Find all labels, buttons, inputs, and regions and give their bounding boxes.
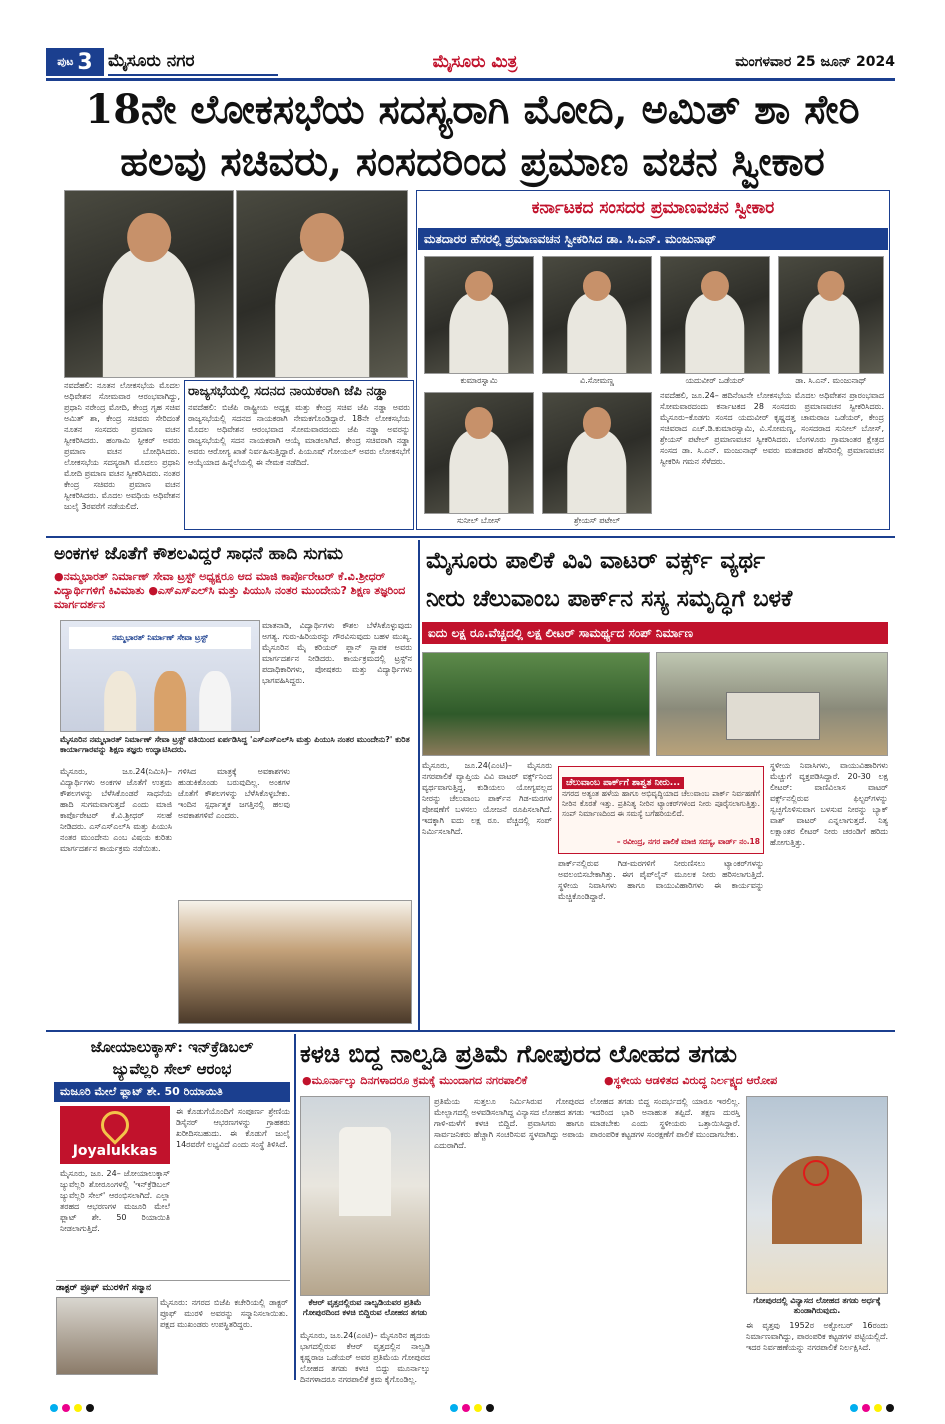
photo-skills-audience (178, 900, 412, 1024)
color-registration-left (50, 1404, 94, 1412)
color-registration-right (850, 1404, 894, 1412)
photo-shreyas-patel (542, 392, 652, 514)
lead-headline-line1: 18ನೇ ಲೋಕಸಭೆಯ ಸದಸ್ಯರಾಗಿ ಮೋದಿ, ಅಮಿತ್ ಶಾ ಸೇರಿ (85, 86, 860, 133)
gopura-caption-right: ಗೋಪುರದಲ್ಲಿ ವಿನ್ಯಾಸದ ಲೋಹದ ತಗಡು ಅರ್ಧಕ್ಕೆ ತುಂಡಾಗಿರುವುದು. (753, 1296, 881, 1315)
photo-somanna (542, 256, 652, 374)
skills-caption: ಮೈಸೂರಿನ ನಮ್ಮಭಾರತ್ ನಿರ್ಮಾಣ್ ಸೇವಾ ಟ್ರಸ್ಟ್ ವತಿಯಿಂದ ಏರ್ಪಡಿಸಿದ್ದ 'ಎಸ್‌ಎಸ್‌ಎಲ್‌ಸಿ ಮತ್ತು ಪಿಯುಸಿ ನಂತರ ಮುಂದೇನು?' ಕುರಿತ ಕಾರ್ಯಾಗಾರವನ್ನು ಶಿಕ್ಷಣ ತಜ್ಞರು ಉದ್ಘಾಟಿಸಿದರು. (60, 735, 410, 754)
mini-story-title: ಡಾಕ್ಟರ್ ಪ್ರೂಫ್ ಮುರಳಿಗೆ ಸನ್ಮಾನ (56, 1283, 151, 1293)
joyalukkas-headline-line2: ಜ್ಯುವೆಲ್ಲರಿ ಸೇಲ್ ಆರಂಭ (112, 1060, 232, 1078)
caption-somanna: ವಿ.ಸೋಮಣ್ಣ (579, 376, 615, 385)
gopura-text-1: ಮೈಸೂರು, ಜೂ.24(ಎಂಟಿ)– ಮೈಸೂರಿನ ಹೃದಯ ಭಾಗದಲ್ಲಿರುವ ಕೆಆರ್ ವೃತ್ತದಲ್ಲಿನ ನಾಲ್ವಡಿ ಕೃಷ್ಣರಾಜ ಒಡೆಯರ್ ಅವರ ಪ್ರತಿಮೆಯ ಗೋಪುರದ ಲೋಹದ ತಗಡು ಕಳಚಿ ಬಿದ್ದು ಮೂರ್ನಾಲ್ಕು ದಿನಗಳಾದರೂ ನಗರಪಾಲಿಕೆ ಕ್ರಮ ಕೈಗೊಂಡಿಲ್ಲ. (300, 1331, 430, 1384)
joyalukkas-bar: ಮಜೂರಿ ಮೇಲೆ ಫ್ಲಾಟ್ ಶೇ. 50 ರಿಯಾಯಿತಿ (54, 1082, 290, 1102)
photo-sunil-bose (424, 392, 534, 514)
skills-headline: ಅಂಕಗಳ ಜೊತೆಗೆ ಕೌಶಲವಿದ್ದರೆ ಸಾಧನೆ ಹಾದಿ ಸುಗಮ (54, 544, 344, 564)
column-divider (418, 540, 420, 1030)
skills-subheads: ●ನಮ್ಮಭಾರತ್ ನಿರ್ಮಾಣ್ ಸೇವಾ ಟ್ರಸ್ಟ್ ಅಧ್ಯಕ್ಷರೂ ಆದ ಮಾಜಿ ಕಾರ್ಪೊರೇಟರ್ ಕೆ.ವಿ.ಶ್ರೀಧರ್ ವಿದ್ಯಾರ್ಥಿಗಳಿಗೆ ಕಿವಿಮಾತು ●ಎಸ್‌ಎಸ್‌ಎಲ್‌ಸಿ ಮತ್ತು ಪಿಯುಸಿ ನಂತರ ಮುಂದೇನು? ಶಿಕ್ಷಣ ತಜ್ಞರಿಂದ ಮಾರ್ಗದರ್ಶನ (54, 570, 406, 611)
photo-kumaraswamy (424, 256, 534, 374)
photo-amit-shah (236, 190, 408, 378)
karnataka-banner: ಕರ್ನಾಟಕದ ಸಂಸದರ ಪ್ರಮಾಣವಚನ ಸ್ವೀಕಾರ (531, 198, 775, 218)
quote-box-title: ಚೆಲುವಾಂಬ ಪಾರ್ಕ್‌ಗೆ ಶಾಶ್ವತ ನೀರು... (562, 777, 684, 789)
lead-headline-line2: ಹಲವು ಸಚಿವರು, ಸಂಸದರಿಂದ ಪ್ರಮಾಣ ವಚನ ಸ್ವೀಕಾರ (120, 138, 825, 185)
mini-story-text: ಮೈಸೂರು: ನಗರದ ಬಿಜೆಪಿ ಕಚೇರಿಯಲ್ಲಿ ಡಾಕ್ಟರ್ ಪ್ರೂಫ್ ಮುರಳಿ ಅವರನ್ನು ಸನ್ಮಾನಿಸಲಾಯಿತು. ಪಕ್ಷದ ಮುಖಂಡರು ಉಪಸ್ಥಿತರಿದ್ದರು. (160, 1298, 288, 1329)
header-rule (46, 78, 895, 81)
photo-skills-stage (60, 620, 260, 732)
nadda-box (184, 380, 414, 530)
section-title: ಮೈಸೂರು ನಗರ (108, 48, 278, 76)
photo-park (422, 652, 650, 756)
palike-quote-box (558, 766, 764, 854)
gopura-sub1: ●ಮೂರ್ನಾಲ್ಕು ದಿನಗಳಾದರೂ ಕ್ರಮಕ್ಕೆ ಮುಂದಾಗದ ನಗರಪಾಲಿಕೆ (302, 1074, 528, 1087)
gopura-text-2: ಪ್ರತಿಮೆಯ ಸುತ್ತಲೂ ನಿರ್ಮಿಸಿರುವ ಗೋಪುರದ ಮೇಲ್ಭಾಗದಲ್ಲಿ ಅಳವಡಿಸಲಾಗಿದ್ದ ವಿನ್ಯಾಸದ ಲೋಹದ ತಗಡು ಗಾಳಿ-ಮಳೆಗೆ ಕಳಚಿ ಬಿದ್ದಿದೆ. ಪ್ರವಾಸಿಗರು ಹಾಗೂ ಸಾರ್ವಜನಿಕರು ಹೆಚ್ಚಾಗಿ ಸಂಚರಿಸುವ ಸ್ಥಳವಾಗಿದ್ದು ಅಪಾಯ ಎದುರಾಗಿದೆ. (434, 1097, 584, 1150)
palike-text-right: ಸ್ಥಳೀಯ ನಿವಾಸಿಗಳು, ವಾಯುವಿಹಾರಿಗಳು ಮೆಚ್ಚುಗೆ ವ್ಯಕ್ತಪಡಿಸಿದ್ದಾರೆ. 20-30 ಲಕ್ಷ ಲೀಟರ್: ವಾಣಿವಿಲಾಸ ವಾಟರ್ ವರ್ಕ್ಸ್‌ನಲ್ಲಿರುವ ಫಿಲ್ಟರ್‌ಗಳನ್ನು ಸ್ವಚ್ಛಗೊಳಿಸುವಾಗ ಬಳಸುವ ನೀರನ್ನು ಬ್ಯಾಕ್ ವಾಶ್ ವಾಟರ್ ಎನ್ನಲಾಗುತ್ತದೆ. ನಿತ್ಯ ಲಕ್ಷಾಂತರ ಲೀಟರ್ ನೀರು ಚರಂಡಿಗೆ ಹರಿದು ಹೋಗುತ್ತಿತ್ತು. (770, 761, 888, 847)
photo-modi (64, 190, 234, 378)
palike-red-bar: ಐದು ಲಕ್ಷ ರೂ.ವೆಚ್ಚದಲ್ಲಿ ಲಕ್ಷ ಲೀಟರ್ ಸಾಮರ್ಥ್ಯದ ಸಂಪ್ ನಿರ್ಮಾಣ (422, 622, 888, 644)
masthead: ಮೈಸೂರು ಮಿತ್ರ (432, 52, 518, 72)
joyalukkas-text-2: ಈ ಕೊಡುಗೆಯೊಂದಿಗೆ ಸಂಪೂರ್ಣ ಶ್ರೇಣಿಯ ಡಿಸೈನರ್ ಆಭರಣಗಳನ್ನು ಗ್ರಾಹಕರು ಖರೀದಿಸಬಹುದು. ಈ ಕೊಡುಗೆ ಜುಲೈ 14ರವರೆಗೆ ಲಭ್ಯವಿದೆ ಎಂದು ಸಂಸ್ಥೆ ತಿಳಿಸಿದೆ. (176, 1107, 290, 1149)
divider (46, 536, 895, 538)
caption-sunil-bose: ಸುನೀಲ್ ಬೋಸ್ (457, 516, 501, 525)
quote-box-signature: – ರವೀಂದ್ರ, ನಗರ ಪಾಲಿಕೆ ಮಾಜಿ ಸದಸ್ಯ, ವಾರ್ಡ್ ನಂ.18 (616, 837, 760, 846)
joyalukkas-logo-icon (95, 1105, 135, 1145)
joyalukkas-headline-line1: ಜೋಯಾಲುಕ್ಕಾಸ್: ಇನ್‌ಕ್ರೆಡಿಬಲ್ (90, 1038, 254, 1056)
divider (46, 1030, 895, 1032)
gopura-sub2: ●ಸ್ಥಳೀಯ ಆಡಳಿತದ ವಿರುದ್ಧ ನಿರ್ಲಕ್ಷ್ಯದ ಆರೋಪ (604, 1074, 778, 1087)
photo-yaduveer (660, 256, 770, 374)
gopura-caption-left: ಕೆಆರ್ ವೃತ್ತದಲ್ಲಿರುವ ನಾಲ್ವಡಿಯವರ ಪ್ರತಿಮೆ ಗೋಪುರದಿಂದ ಕಳಚಿ ಬಿದ್ದಿರುವ ಲೋಹದ ತಗಡು (302, 1298, 428, 1317)
gopura-text-4: ಈ ವೃತ್ತವು 1952ರ ಅಕ್ಟೋಬರ್ 16ರಂದು ನಿರ್ಮಾಣವಾಗಿದ್ದು, ಪಾರಂಪರಿಕ ಕಟ್ಟಡಗಳ ಪಟ್ಟಿಯಲ್ಲಿದೆ. ಇದರ ನಿರ್ವಹಣೆಯನ್ನು ನಗರಪಾಲಿಕೆ ನಿರ್ಲಕ್ಷಿಸಿದೆ. (746, 1321, 888, 1352)
page-number-badge: ಪುಟ 3 (46, 48, 104, 76)
column-divider (294, 1034, 296, 1380)
quote-box-text: ನಗರದ ಅತ್ಯಂತ ಹಳೆಯ ಹಾಗೂ ಅಭಿವೃದ್ಧಿಯಾದ ಚೆಲುವಾಂಬ ಪಾರ್ಕ್ ನಿರ್ವಹಣೆಗೆ ನೀರಿನ ಕೊರತೆ ಇತ್ತು. ಪ್ರತಿನಿತ್ಯ ನೀರಿನ ಟ್ಯಾಂಕರ್‌ಗಳಿಂದ ನೀರು ಪೂರೈಸಲಾಗುತ್ತಿತ್ತು. ಸಂಪ್ ನಿರ್ಮಾಣದಿಂದ ಈ ಸಮಸ್ಯೆ ಬಗೆಹರಿಯಲಿದೆ. (562, 789, 760, 818)
palike-headline-line1: ಮೈಸೂರು ಪಾಲಿಕೆ ವಿವಿ ವಾಟರ್ ವರ್ಕ್ಸ್ ವ್ಯರ್ಥ (426, 547, 765, 574)
caption-manjunath: ಡಾ. ಸಿ.ಎನ್. ಮಂಜುನಾಥ್ (795, 376, 867, 385)
nadda-text: ನವದೆಹಲಿ: ಬಿಜೆಪಿ ರಾಷ್ಟ್ರೀಯ ಅಧ್ಯಕ್ಷ ಮತ್ತು ಕೇಂದ್ರ ಸಚಿವ ಜೆಪಿ ನಡ್ಡಾ ಅವರು ರಾಜ್ಯಸಭೆಯಲ್ಲಿ ಸದನದ ನಾಯಕರಾಗಿ ನೇಮಕಗೊಂಡಿದ್ದಾರೆ. 18ನೇ ಲೋಕಸಭೆಯ ಮೊದಲ ಅಧಿವೇಶನ ಆರಂಭವಾದ ಸೋಮವಾರದಂದು ಜೆಪಿ ನಡ್ಡಾ ಅವರನ್ನು ರಾಜ್ಯಸಭೆಯಲ್ಲಿ ಸದನ ನಾಯಕರಾಗಿ ಆಯ್ಕೆ ಮಾಡಲಾಗಿದೆ. ಕೇಂದ್ರ ಸಚಿವರಾಗಿ ನಡ್ಡಾ ಅವರು ಆರೋಗ್ಯ ಖಾತೆ ನಿರ್ವಹಿಸುತ್ತಿದ್ದಾರೆ. ಪಿಯೂಷ್ ಗೋಯಲ್ ಅವರು ಲೋಕಸಭೆಗೆ ಆಯ್ಕೆಯಾದ ಹಿನ್ನೆಲೆಯಲ್ಲಿ ಈ ನೇಮಕ ನಡೆದಿದೆ. (188, 403, 410, 467)
color-registration-center (450, 1404, 494, 1412)
joyalukkas-text-1: ಮೈಸೂರು, ಜೂ. 24– ಜೋಯಾಲುಕ್ಕಾಸ್ ಜ್ಯುವೆಲ್ಲರಿ ಶೋರೂಂಗಳಲ್ಲಿ 'ಇನ್‌ಕ್ರೆಡಿಬಲ್ ಜ್ಯುವೆಲ್ಲರಿ ಸೇಲ್' ಆರಂಭಿಸಲಾಗಿದೆ. ಎಲ್ಲಾ ತರಹದ ಆಭರಣಗಳ ಮಜೂರಿ ಮೇಲೆ ಫ್ಲಾಟ್ ಶೇ. 50 ರಿಯಾಯಿತಿ ನೀಡಲಾಗುತ್ತಿದೆ. (60, 1169, 170, 1233)
photo-gopura-dome (746, 1096, 888, 1294)
palike-headline-line2: ನೀರು ಚೆಲುವಾಂಬ ಪಾರ್ಕ್‌ನ ಸಸ್ಯ ಸಮೃದ್ಧಿಗೆ ಬಳಕೆ (426, 585, 793, 612)
stage-banner: ನಮ್ಮಭಾರತ್ ನಿರ್ಮಾಣ್ ಸೇವಾ ಟ್ರಸ್ಟ್ (69, 627, 251, 649)
lead-text-left: ನವದೆಹಲಿ: ನೂತನ ಲೋಕಸಭೆಯ ಮೊದಲ ಅಧಿವೇಶನ ಸೋಮವಾರ ಆರಂಭವಾಗಿದ್ದು, ಪ್ರಧಾನಿ ನರೇಂದ್ರ ಮೋದಿ, ಕೇಂದ್ರ ಗೃಹ ಸಚಿವ ಅಮಿತ್ ಶಾ, ಕೇಂದ್ರ ಸಚಿವರು ಸೇರಿದಂತೆ ನೂತನ ಸಂಸದರು ಪ್ರಮಾಣ ವಚನ ಸ್ವೀಕರಿಸಿದರು. ಹಂಗಾಮಿ ಸ್ಪೀಕರ್ ಅವರು ಪ್ರಮಾಣ ವಚನ ಬೋಧಿಸಿದರು. ಲೋಕಸಭೆಯ ಸದಸ್ಯರಾಗಿ ಮೊದಲು ಪ್ರಧಾನಿ ಮೋದಿ ಪ್ರಮಾಣ ವಚನ ಸ್ವೀಕರಿಸಿದರು. ನಂತರ ಕೇಂದ್ರ ಸಚಿವರು ಪ್ರಮಾಣ ವಚನ ಸ್ವೀಕರಿಸಿದರು. ಮೊದಲ ಅವಧಿಯ ಅಧಿವೇಶನ ಜುಲೈ 3ರವರೆಗೆ ನಡೆಯಲಿದೆ. (64, 381, 180, 511)
palike-text-left: ಮೈಸೂರು, ಜೂ.24(ಎಂಟಿ)– ಮೈಸೂರು ನಗರಪಾಲಿಕೆ ವ್ಯಾಪ್ತಿಯ ವಿವಿ ವಾಟರ್ ವರ್ಕ್ಸ್‌ನಿಂದ ವ್ಯರ್ಥವಾಗುತ್ತಿದ್ದ, ಕುಡಿಯಲು ಯೋಗ್ಯವಲ್ಲದ ನೀರನ್ನು ಚೆಲುವಾಂಬ ಪಾರ್ಕ್‌ನ ಗಿಡ-ಮರಗಳ ಪೋಷಣೆಗೆ ಬಳಸಲು ಯೋಜನೆ ರೂಪಿಸಲಾಗಿದೆ. ಇದಕ್ಕಾಗಿ ಐದು ಲಕ್ಷ ರೂ. ವೆಚ್ಚದಲ್ಲಿ ಸಂಪ್ ನಿರ್ಮಿಸಲಾಗಿದೆ. (422, 761, 552, 836)
manjunath-bar: ಮತದಾರರ ಹೆಸರಲ್ಲಿ ಪ್ರಮಾಣವಚನ ಸ್ವೀಕರಿಸಿದ ಡಾ. ಸಿ.ಎನ್. ಮಂಜುನಾಥ್ (418, 228, 888, 250)
skills-text-col3: ಮಾತನಾಡಿ, ವಿದ್ಯಾರ್ಥಿಗಳು ಕೌಶಲ ಬೆಳೆಸಿಕೊಳ್ಳುವುದು ಅಗತ್ಯ. ಗುರು-ಹಿರಿಯರನ್ನು ಗೌರವಿಸುವುದು ಬಹಳ ಮುಖ್ಯ. ಮೈಸೂರಿನ ಮೈ ಕರಿಯರ್ ಪ್ಲಾನ್ ಸ್ಥಾಪಕ ಅವರು ಮಾರ್ಗದರ್ಶನ ನೀಡಿದರು. ಕಾರ್ಯಕ್ರಮದಲ್ಲಿ ಟ್ರಸ್ಟ್‌ನ ಪದಾಧಿಕಾರಿಗಳು, ಪೋಷಕರು ಮತ್ತು ವಿದ್ಯಾರ್ಥಿಗಳು ಭಾಗವಹಿಸಿದ್ದರು. (262, 621, 412, 685)
issue-date: ಮಂಗಳವಾರ 25 ಜೂನ್ 2024 (735, 54, 895, 70)
nadda-title: ರಾಜ್ಯಸಭೆಯಲ್ಲಿ ಸದನದ ನಾಯಕರಾಗಿ ಜೆಪಿ ನಡ್ಡಾ (188, 384, 388, 399)
caption-shreyas-patel: ಶ್ರೇಯಸ್ ಪಟೇಲ್ (573, 516, 621, 525)
photo-manjunath (778, 256, 884, 374)
photo-felicitation (56, 1297, 158, 1375)
gopura-headline: ಕಳಚಿ ಬಿದ್ದ ನಾಲ್ವಡಿ ಪ್ರತಿಮೆ ಗೋಪುರದ ಲೋಹದ ತಗಡು (300, 1039, 738, 1068)
skills-text-col1: ಮೈಸೂರು, ಜೂ.24(ನಿಮಿಸಿ)– ವಿದ್ಯಾರ್ಥಿಗಳು ಅಂಕಗಳ ಜೊತೆಗೆ ಉತ್ತಮ ಕೌಶಲಗಳನ್ನು ಬೆಳೆಸಿಕೊಂಡರೆ ಸಾಧನೆಯ ಹಾದಿ ಸುಗಮವಾಗುತ್ತದೆ ಎಂದು ಮಾಜಿ ಕಾರ್ಪೊರೇಟರ್ ಕೆ.ವಿ.ಶ್ರೀಧರ್ ಸಲಹೆ ನೀಡಿದರು. ಎಸ್‌ಎಸ್‌ಎಲ್‌ಸಿ ಮತ್ತು ಪಿಯುಸಿ ನಂತರ ಮುಂದೇನು ಎಂಬ ವಿಷಯ ಕುರಿತು ಮಾರ್ಗದರ್ಶನ ಕಾರ್ಯಕ್ರಮ ನಡೆಯಿತು. (60, 767, 172, 853)
caption-yaduveer: ಯದುವೀರ್ ಒಡೆಯರ್ (685, 376, 745, 385)
skills-text-col2: ಗಳಿಸಿದ ಮಾತ್ರಕ್ಕೆ ಅವಕಾಶಗಳು ಹುಡುಕಿಕೊಂಡು ಬರುವುದಿಲ್ಲ. ಅಂಕಗಳ ಜೊತೆಗೆ ಕೌಶಲಗಳನ್ನು ಬೆಳೆಸಿಕೊಳ್ಳಬೇಕು. ಇಂದಿನ ಸ್ಪರ್ಧಾತ್ಮಕ ಜಗತ್ತಿನಲ್ಲಿ ಹಲವು ಅವಕಾಶಗಳಿವೆ ಎಂದರು. (178, 767, 290, 820)
photo-sump (656, 652, 888, 756)
photo-statue-gopura (300, 1096, 430, 1296)
karnataka-text: ನವದೆಹಲಿ, ಜೂ.24– ಹದಿನೆಂಟನೇ ಲೋಕಸಭೆಯ ಮೊದಲ ಅಧಿವೇಶನ ಪ್ರಾರಂಭವಾದ ಸೋಮವಾರದಂದು ಕರ್ನಾಟಕದ 28 ಸಂಸದರು ಪ್ರಮಾಣವಚನ ಸ್ವೀಕರಿಸಿದರು. ಮೈಸೂರು–ಕೊಡಗು ಸಂಸದ ಯದುವೀರ್ ಕೃಷ್ಣದತ್ತ ಚಾಮರಾಜ ಒಡೆಯರ್, ಕೇಂದ್ರ ಸಚಿವರಾದ ಎಚ್.ಡಿ.ಕುಮಾರಸ್ವಾಮಿ, ವಿ.ಸೋಮಣ್ಣ, ಸಂಸದರಾದ ಸುನೀಲ್ ಬೋಸ್, ಶ್ರೇಯಸ್ ಪಟೇಲ್ ಪ್ರಮಾಣವಚನ ಸ್ವೀಕರಿಸಿದರು. ಬೆಂಗಳೂರು ಗ್ರಾಮಾಂತರ ಕ್ಷೇತ್ರದ ಸಂಸದ ಡಾ. ಸಿ.ಎನ್. ಮಂಜುನಾಥ್ ಅವರು ಮತದಾರರ ಹೆಸರಿನಲ್ಲಿ ಪ್ರಮಾಣವಚನ ಸ್ವೀಕರಿಸಿ ಗಮನ ಸೆಳೆದರು. (660, 391, 884, 466)
caption-kumaraswamy: ಕುಮಾರಸ್ವಾಮಿ (460, 376, 498, 385)
mini-story (56, 1280, 290, 1376)
highlight-circle (803, 1160, 829, 1186)
joyalukkas-logo: Joyalukkas (60, 1106, 170, 1164)
gopura-text-3: ಲೋಹದ ತಗಡು ಬಿದ್ದ ಸಂದರ್ಭದಲ್ಲಿ ಯಾರೂ ಇರಲಿಲ್ಲ. ಇದರಿಂದ ಭಾರಿ ಅನಾಹುತ ತಪ್ಪಿದೆ. ತಕ್ಷಣ ದುರಸ್ತಿ ಮಾಡಬೇಕು ಎಂದು ಸ್ಥಳೀಯರು ಒತ್ತಾಯಿಸಿದ್ದಾರೆ. ಪಾರಂಪರಿಕ ಕಟ್ಟಡಗಳ ಸಂರಕ್ಷಣೆಗೆ ಪಾಲಿಕೆ ಮುಂದಾಗಬೇಕು. (590, 1097, 740, 1139)
palike-text-mid: ಪಾರ್ಕ್‌ನಲ್ಲಿರುವ ಗಿಡ-ಮರಗಳಿಗೆ ನೀರುಣಿಸಲು ಟ್ಯಾಂಕರ್‌ಗಳನ್ನು ಅವಲಂಬಿಸಬೇಕಾಗಿತ್ತು. ಈಗ ಪೈಪ್‌ಲೈನ್ ಮೂಲಕ ನೀರು ಹರಿಸಲಾಗುತ್ತಿದೆ. ಸ್ಥಳೀಯ ನಿವಾಸಿಗಳು ಹಾಗೂ ವಾಯುವಿಹಾರಿಗಳು ಈ ಕಾರ್ಯವನ್ನು ಮೆಚ್ಚಿಕೊಂಡಿದ್ದಾರೆ. (558, 859, 764, 901)
